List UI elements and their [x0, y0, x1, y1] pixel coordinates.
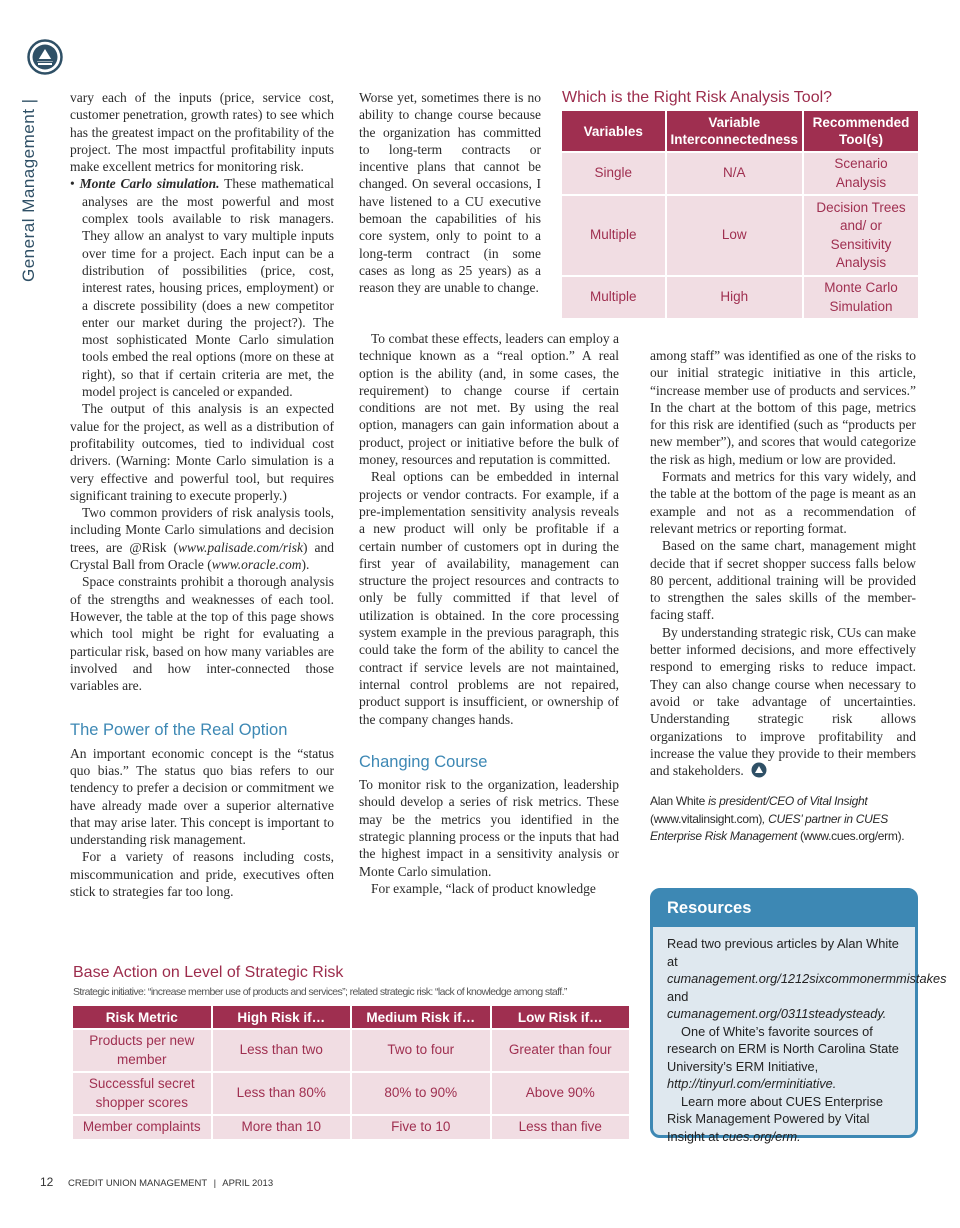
- link-erm-initiative[interactable]: http://tinyurl.com/erminitiative.: [667, 1076, 837, 1091]
- column-header: Medium Risk if…: [352, 1006, 490, 1028]
- resources-paragraph: [667, 1093, 901, 1146]
- link-palisade[interactable]: www.palisade.com/risk: [178, 539, 304, 555]
- page-number: 12: [40, 1175, 54, 1189]
- text: , CUES’ partner in CUES Enterprise Risk Management: [650, 811, 888, 844]
- text: Two common providers of risk analysis tools, including Monte Carlo simulations and decision trees, are @Risk (: [70, 505, 334, 555]
- end-mark-icon: [751, 762, 767, 778]
- text: is president/CEO of Vital Insight: [705, 794, 868, 809]
- table-cell: Five to 10: [352, 1116, 490, 1139]
- bullet-paragraph: [70, 175, 334, 400]
- link-vitalinsight[interactable]: (www.vitalinsight.com): [650, 811, 763, 826]
- table-cell: 80% to 90%: [352, 1073, 490, 1114]
- resources-box: [650, 888, 947, 1144]
- text: and: [667, 988, 689, 1004]
- column-2: [359, 89, 541, 297]
- paragraph: Formats and metrics for this vary widely, and the table at the bottom of the page is meant as an example and not as a recommendation of relevant metrics or reporting format.: [650, 469, 916, 536]
- link-oracle[interactable]: www.oracle.com: [211, 557, 302, 573]
- table-header-row: [562, 111, 918, 151]
- column-header: High Risk if…: [213, 1006, 350, 1028]
- footer-divider: |: [213, 1178, 217, 1189]
- table-header-row: [73, 1006, 629, 1028]
- column-header: Variables: [562, 111, 665, 151]
- bullet-text: These mathematical analyses are the most powerful and most complex tools available to risk managers. They allow an analyst to vary multiple inputs over time for a project. Each input can be a distribution of possibilities (price, cost, interest rates, housing prices, employment) or a discrete possibility (does a new competitor enter our market during the project?). The most sophisticated Monte Carlo simulation tools embed the real options (more on these at right), so that if certain criteria are met, the model project is canceled or expanded.: [82, 176, 334, 400]
- paragraph: vary each of the inputs (price, service cost, customer penetration, growth rates) to see which has the greatest impact on the profitability of the project. The most impactful profitability inputs make excellent metrics for monitoring risk.: [70, 90, 334, 175]
- table-cell: Member complaints: [73, 1116, 211, 1139]
- top-table-title: Which is the Right Risk Analysis Tool?: [562, 89, 833, 106]
- paragraph: For example, “lack of product knowledge: [371, 880, 596, 896]
- section-heading: The Power of the Real Option: [70, 721, 288, 740]
- cues-logo-icon: [27, 39, 63, 75]
- table-cell: More than 10: [213, 1116, 350, 1139]
- paragraph: An important economic concept is the “status quo bias.” The status quo bias refers to our tendency to prefer a decision or commitment we have already made over a superior alternative that may arise later. This concept is important to understanding risk management.: [70, 745, 334, 848]
- bottom-table-subtitle: Strategic initiative: “increase member use of products and services”; related strategic risk: “lack of knowledge among staff.”: [73, 986, 567, 998]
- paragraph: The output of this analysis is an expected value for the project, as well as a distribution of profitability outcomes, tied to individual cost drivers. (Warning: Monte Carlo simulation is a very effective and powerful tool, but requires significant training to execute properly.): [70, 401, 334, 503]
- table-cell: N/A: [667, 153, 803, 194]
- text: Read two previous articles by Alan White at: [667, 936, 899, 969]
- text: One of White’s favorite sources of research on ERM is North Carolina State University’s ERM Initiative,: [667, 1023, 899, 1074]
- text: ) and Crystal Ball from Oracle (: [70, 539, 334, 573]
- bullet-lead: Monte Carlo simulation.: [79, 176, 220, 192]
- table-cell: Above 90%: [492, 1073, 630, 1114]
- table-cell: Single: [562, 153, 665, 194]
- column-3: [650, 347, 916, 846]
- resources-body: [653, 927, 947, 1145]
- table-row: [562, 277, 918, 318]
- section-label: General Management |: [19, 98, 38, 282]
- table-cell: Greater than four: [492, 1030, 630, 1071]
- text: ).: [301, 557, 310, 573]
- column-header: Risk Metric: [73, 1006, 211, 1028]
- table-row: [562, 196, 918, 275]
- risk-tool-table: [560, 109, 920, 320]
- resources-paragraph: [667, 1023, 901, 1093]
- column-header: Low Risk if…: [492, 1006, 630, 1028]
- text: Learn more about CUES Enterprise Risk Management Powered by Vital Insight at: [667, 1093, 884, 1144]
- resources-paragraph: [667, 935, 947, 1023]
- column-header: Recommended Tool(s): [804, 111, 918, 151]
- link-cues-erm[interactable]: (www.cues.org/erm).: [796, 829, 905, 844]
- issue-date: APRIL 2013: [222, 1178, 274, 1189]
- table-cell: Less than 80%: [213, 1073, 350, 1114]
- table-cell: Products per new member: [73, 1030, 211, 1071]
- page-footer: [40, 1175, 273, 1189]
- section-heading: Changing Course: [359, 752, 488, 771]
- paragraph: Space constraints prohibit a thorough analysis of the strengths and weaknesses of each tool. However, the table at the top of this page shows which tool might be right for evaluating a particular risk, based on how many variables are involved and how inter-connected those variables are.: [70, 574, 334, 694]
- table-cell: Low: [667, 196, 803, 275]
- paragraph: [650, 624, 916, 780]
- table-row: [73, 1030, 629, 1071]
- column-2-continued: [359, 330, 619, 897]
- author-bio: [650, 793, 916, 846]
- table-cell: Decision Trees and/ or Sensitivity Analysis: [804, 196, 918, 275]
- link-article-1[interactable]: cumanagement.org/1212sixcommonermmistakes: [667, 971, 947, 986]
- table-cell: Multiple: [562, 196, 665, 275]
- table-row: [562, 153, 918, 194]
- resources-title: Resources: [653, 891, 915, 927]
- strategic-risk-table: [71, 1004, 631, 1141]
- table-cell: Less than five: [492, 1116, 630, 1139]
- column-header: Variable Interconnectedness: [667, 111, 803, 151]
- author-name: Alan White: [650, 794, 706, 809]
- column-1: [70, 89, 334, 900]
- link-cues-erm[interactable]: cues.org/erm.: [722, 1128, 801, 1144]
- table-cell: Scenario Analysis: [804, 153, 918, 194]
- table-cell: Two to four: [352, 1030, 490, 1071]
- paragraph: To combat these effects, leaders can employ a technique known as a “real option.” A real option is the ability (and, in some cases, the requirement) to change course if certain conditions are not met. By using the real option, managers can gain information about a product, project or initiative before the bulk of money, resources and reputation is committed.: [359, 331, 619, 468]
- table-cell: Multiple: [562, 277, 665, 318]
- bottom-table-title: Base Action on Level of Strategic Risk: [73, 964, 344, 981]
- table-row: [73, 1116, 629, 1139]
- table-cell: Less than two: [213, 1030, 350, 1071]
- paragraph: Worse yet, sometimes there is no ability to change course because the organization has committed to long-term contracts or incentive plans that cannot be changed. On several occasions, I have listened to a CU executive bemoan the capabilities of his core system, only to point to a long-term contract (in some cases as long as 25 years) as a reason they are unable to change.: [359, 90, 541, 296]
- paragraph: For a variety of reasons including costs, miscommunication and pride, executives often stick to strategies far too long.: [70, 849, 334, 900]
- paragraph: Based on the same chart, management might decide that if secret shopper success falls below 80 percent, additional training will be provided to strengthen the sales skills of the member-facing staff.: [650, 538, 916, 623]
- paragraph: To monitor risk to the organization, leadership should develop a series of risk metrics. These may be the metrics you identified in the strategic planning process or the inputs that had the highest impact in a sensitivity analysis or Monte Carlo simulation.: [359, 777, 619, 879]
- table-cell: Monte Carlo Simulation: [804, 277, 918, 318]
- paragraph: Real options can be embedded in internal projects or vendor contracts. For example, if a pre-implementation sensitivity analysis reveals a new product will only be profitable if a certain number of customers opt in during the first year of availability, management can structure the project resources and contracts to only be fully committed if that level of utilization is obtained. In the core processing system example in the previous paragraph, this could take the form of the ability to cancel the contract if service levels are not maintained, internal control problems are not repaired, product support is insufficient, or ownership of the company changes hands.: [359, 469, 619, 727]
- text: By understanding strategic risk, CUs can make better informed decisions, and more effectively respond to emerging risks to reduce impact. They can also change course when necessary to avoid or take advantage of uncertainties. Understanding strategic risk allows organizations to improve profitability and increase the value they provide to their members and stakeholders.: [650, 624, 916, 779]
- link-article-2[interactable]: cumanagement.org/0311steadysteady.: [667, 1006, 887, 1021]
- paragraph: among staff” was identified as one of the risks to our initial strategic initiative in this article, “increase member use of products and services.” In the chart at the bottom of this page, metrics for this risk are identified (such as “products per new member”), and scores that would categorize the risk as high, medium or low are provided.: [650, 348, 916, 467]
- table-row: [73, 1073, 629, 1114]
- paragraph: [70, 504, 334, 573]
- publication-name: CREDIT UNION MANAGEMENT: [68, 1178, 207, 1189]
- table-cell: High: [667, 277, 803, 318]
- table-cell: Successful secret shopper scores: [73, 1073, 211, 1114]
